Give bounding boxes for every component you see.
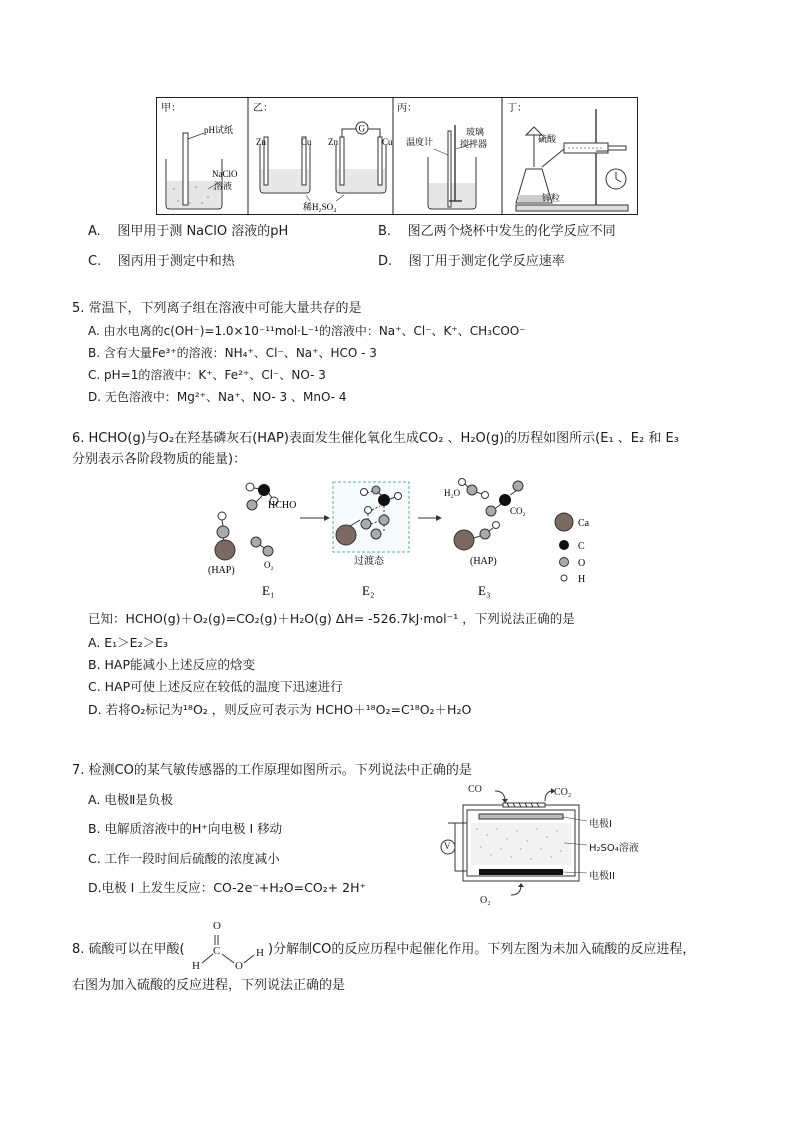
panel-label-yi: 乙： bbox=[253, 103, 273, 114]
cu-label-1: Cu bbox=[301, 137, 312, 147]
zn-label-1: Zn bbox=[256, 137, 266, 147]
transition-state-label: 过渡态 bbox=[354, 556, 384, 567]
ph-paper-label: pH试纸 bbox=[204, 125, 233, 135]
zinc-label: 锌粒 bbox=[542, 193, 561, 203]
formula-h-left: H bbox=[192, 960, 200, 972]
legend-ca: Ca bbox=[578, 518, 590, 529]
q4-option-a: A. 图甲用于测 NaClO 溶液的pH bbox=[88, 224, 289, 239]
dilute-acid-label: 稀H₂SO₄ bbox=[303, 202, 337, 212]
q7-option-d: D.电极 Ⅰ 上发生反应：CO-2e⁻+H₂O=CO₂+ 2H⁺ bbox=[88, 880, 367, 895]
stage-e1 bbox=[215, 483, 278, 560]
q6-known-equation: 已知：HCHO(g)＋O₂(g)=CO₂(g)＋H₂O(g) ΔH= -526.7kJ·mol⁻¹ ，下列说法正确的是 bbox=[88, 611, 575, 626]
o2-label: O₂ bbox=[264, 560, 274, 570]
q8-stem-line2: 右图为加入硫酸的反应进程，下列说法正确的是 bbox=[72, 978, 346, 993]
q4-option-d: D. 图丁用于测定化学反应速率 bbox=[378, 254, 565, 269]
panel-label-bing: 丙： bbox=[397, 103, 417, 114]
q6-option-c: C. HAP可使上述反应在较低的温度下迅速进行 bbox=[88, 679, 343, 694]
formula-h-right: H bbox=[256, 947, 264, 959]
q7-stem: 7. 检测CO的某气敏传感器的工作原理如图所示。下列说法中正确的是 bbox=[72, 763, 472, 778]
thermometer-label: 温度计 bbox=[406, 137, 434, 147]
hcho-label: HCHO bbox=[268, 500, 297, 511]
q5-option-d: D. 无色溶液中：Mg²⁺、Na⁺、NO- 3 、MnO- 4 bbox=[88, 390, 347, 404]
q6-stem-line1: 6. HCHO(g)与O₂在羟基磷灰石(HAP)表面发生催化氧化生成CO₂ 、H₂O(g)的历程如图所示(E₁ 、E₂ 和 E₃ bbox=[72, 431, 679, 446]
hap-label-1: (HAP) bbox=[208, 565, 235, 576]
legend-c: C bbox=[578, 541, 585, 552]
q4-option-c: C. 图丙用于测定中和热 bbox=[88, 254, 235, 269]
energy-label-e3: E₃ bbox=[478, 583, 491, 598]
q5-option-b: B. 含有大量Fe³⁺的溶液：NH₄⁺、Cl⁻、Na⁺、HCO - 3 bbox=[88, 346, 377, 360]
o2-label: O₂ bbox=[480, 895, 491, 906]
q5-option-a: A. 由水电离的c(OH⁻)=1.0×10⁻¹¹mol·L⁻¹的溶液中：Na⁺、Cl⁻、K⁺、CH₃COO⁻ bbox=[88, 324, 526, 338]
legend-o: O bbox=[578, 558, 586, 569]
sulfuric-acid-label: 硫酸 bbox=[538, 134, 557, 144]
formula-o-top: O bbox=[213, 920, 221, 932]
q6-stem-line2: 分别表示各阶段物质的能量)： bbox=[72, 452, 247, 467]
co2-label: CO₂ bbox=[510, 506, 526, 516]
q5-option-c: C. pH=1的溶液中：K⁺、Fe²⁺、Cl⁻、NO- 3 bbox=[88, 368, 326, 382]
energy-label-e2: E₂ bbox=[362, 583, 375, 598]
solution-label: H₂SO₄溶液 bbox=[589, 843, 639, 854]
formula-o-bottom: O bbox=[235, 960, 243, 972]
zn-label-2: Zn bbox=[328, 137, 338, 147]
panel-label-ding: 丁： bbox=[507, 103, 527, 114]
h2o-label: H₂O bbox=[444, 488, 461, 498]
q6-option-a: A. E₁＞E₂＞E₃ bbox=[88, 635, 169, 650]
co-label: CO bbox=[468, 784, 482, 795]
stirrer-label-2: 搅拌器 bbox=[460, 139, 488, 149]
energy-label-e1: E₁ bbox=[262, 583, 275, 598]
q4-option-b: B. 图乙两个烧杯中发生的化学反应不同 bbox=[378, 224, 616, 239]
formula-c: C bbox=[213, 945, 221, 957]
panel-label-jia: 甲： bbox=[161, 103, 181, 114]
cu-label-2: Cu bbox=[382, 137, 393, 147]
q7-option-b: B. 电解质溶液中的H⁺向电极 Ⅰ 移动 bbox=[88, 821, 283, 836]
galvanometer-label: G bbox=[358, 123, 365, 134]
stirrer-label-1: 玻璃 bbox=[466, 127, 485, 137]
legend-h: H bbox=[578, 574, 586, 585]
co2-label: CO₂ bbox=[554, 787, 572, 798]
q7-option-c: C. 工作一段时间后硫酸的浓度减小 bbox=[88, 851, 280, 866]
hap-label-3: (HAP) bbox=[470, 556, 497, 567]
naclo-label-2: 溶液 bbox=[214, 181, 233, 191]
electrode-2-label: 电极II bbox=[589, 871, 615, 882]
q8-stem-end: )分解制CO的反应历程中起催化作用。下列左图为未加入硫酸的反应进程， bbox=[268, 942, 696, 957]
q6-option-b: B. HAP能减小上述反应的焓变 bbox=[88, 657, 256, 672]
atom-legend bbox=[555, 513, 573, 581]
q7-option-a: A. 电极Ⅱ是负极 bbox=[88, 792, 173, 807]
q4-apparatus-figure bbox=[156, 97, 638, 215]
q6-reaction-diagram bbox=[200, 470, 610, 602]
q6-option-d: D. 若将O₂标记为¹⁸O₂ ，则反应可表示为 HCHO＋¹⁸O₂=C¹⁸O₂＋H₂O bbox=[88, 702, 472, 717]
naclo-label: NaClO bbox=[212, 169, 238, 179]
q8-stem-start: 8. 硫酸可以在甲酸( bbox=[72, 942, 185, 957]
electrode-1-label: 电极I bbox=[589, 819, 612, 830]
voltmeter-label: V bbox=[444, 841, 451, 851]
q5-stem: 5. 常温下，下列离子组在溶液中可能大量共存的是 bbox=[72, 301, 362, 316]
